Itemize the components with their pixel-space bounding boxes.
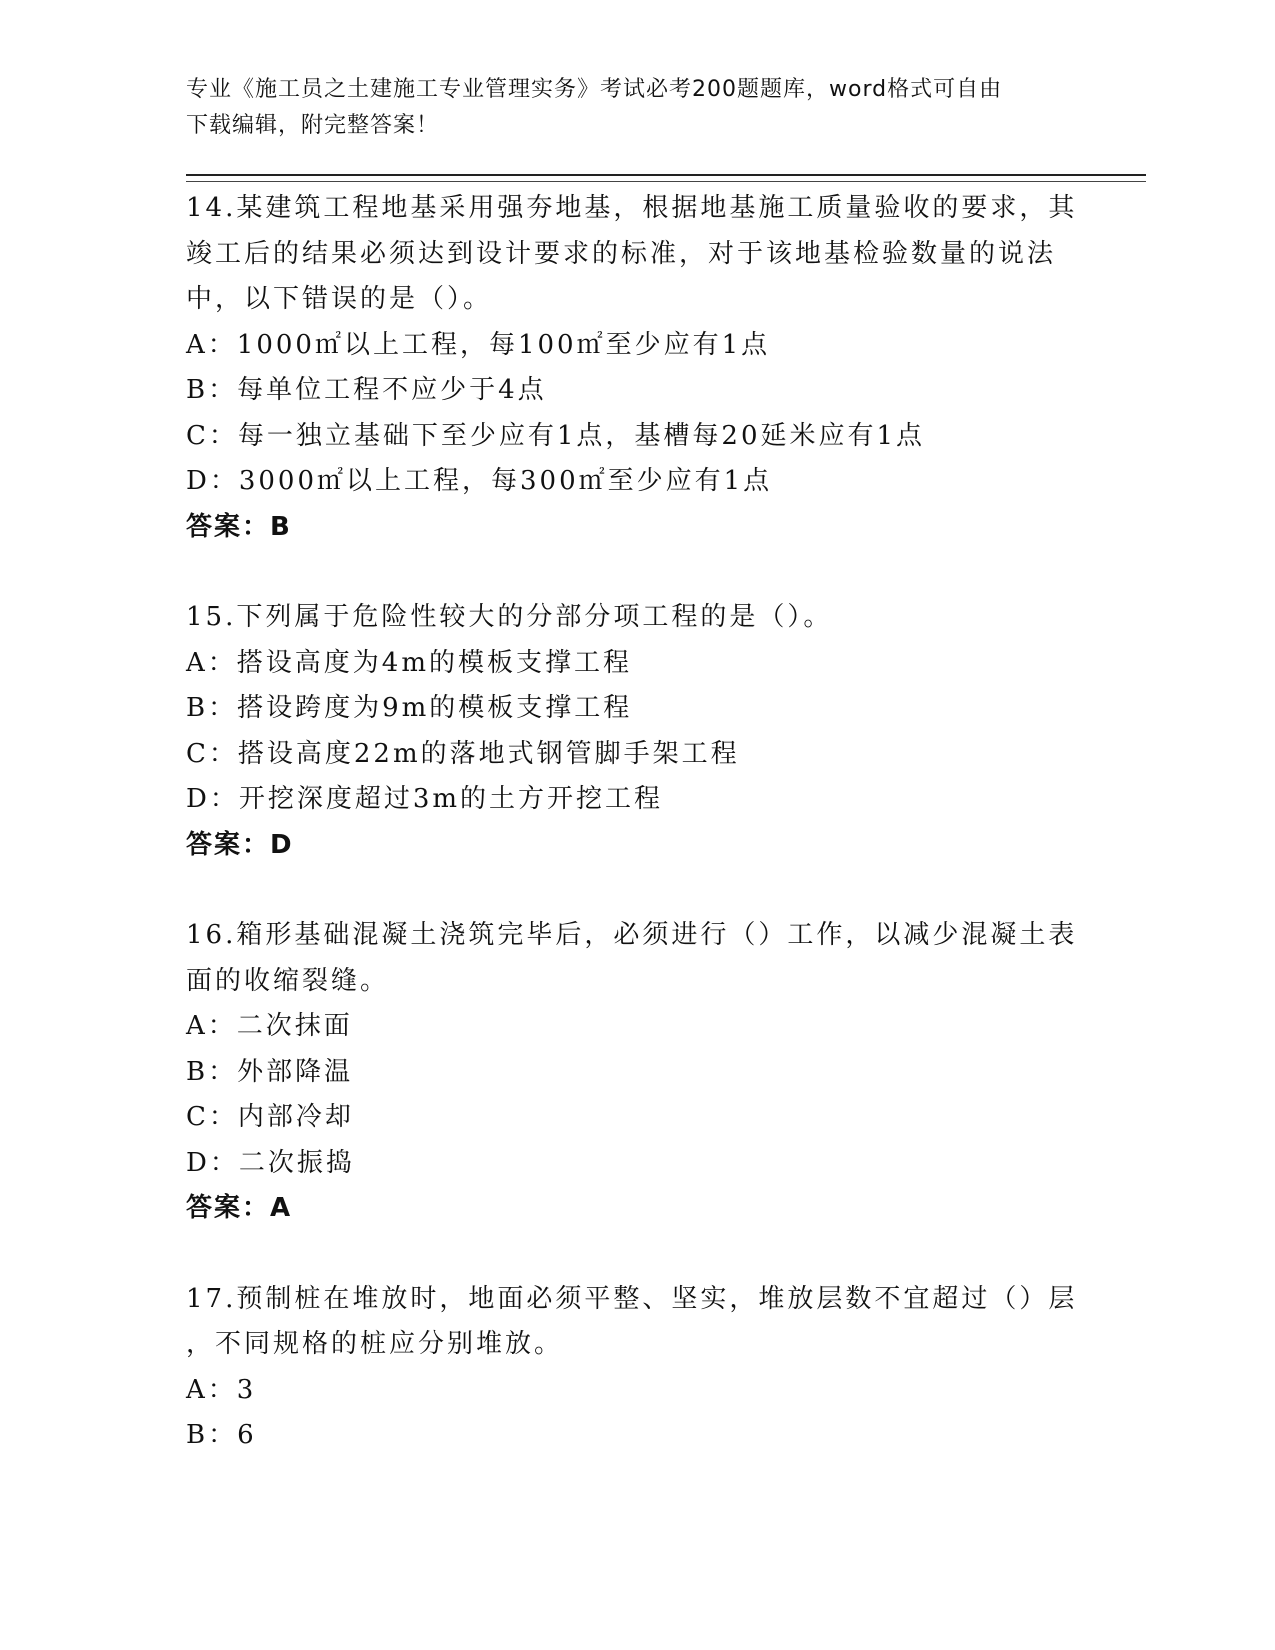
option-a: A：二次抹面 bbox=[186, 1011, 353, 1041]
question-text bbox=[186, 186, 1086, 323]
header-line-1: 专业《施工员之土建施工专业管理实务》考试必考200题题库，word格式可自由 bbox=[186, 77, 1003, 102]
question-list bbox=[186, 186, 1086, 1504]
question-14 bbox=[186, 186, 1086, 550]
answer-line: 答案：B bbox=[186, 511, 292, 542]
question-15 bbox=[186, 595, 1086, 868]
question-line: 17.预制桩在堆放时，地面必须平整、坚实，堆放层数不宜超过（）层 bbox=[186, 1283, 1078, 1314]
question-line: 15.下列属于危险性较大的分部分项工程的是（）。 bbox=[186, 602, 833, 632]
question-17 bbox=[186, 1277, 1086, 1459]
question-line: 14.某建筑工程地基采用强夯地基，根据地基施工质量验收的要求，其 bbox=[186, 193, 1078, 223]
document-header bbox=[186, 72, 1066, 144]
header-line-2: 下载编辑，附完整答案！ bbox=[186, 113, 440, 138]
option-b: B：每单位工程不应少于4点 bbox=[186, 375, 547, 405]
question-line: 16.箱形基础混凝土浇筑完毕后，必须进行（）工作，以减少混凝土表 bbox=[186, 920, 1078, 950]
question-line: 面的收缩裂缝。 bbox=[186, 965, 390, 996]
option-d: D：开挖深度超过3m的土方开挖工程 bbox=[186, 784, 664, 814]
question-line: 中，以下错误的是（）。 bbox=[186, 284, 493, 314]
question-16 bbox=[186, 913, 1086, 1232]
option-d: D：二次振捣 bbox=[186, 1147, 355, 1178]
option-a: A：搭设高度为4m的模板支撑工程 bbox=[186, 647, 632, 678]
header-divider-thin bbox=[186, 181, 1146, 182]
question-text bbox=[186, 595, 1086, 641]
option-a: A：1000㎡以上工程，每100㎡至少应有1点 bbox=[186, 329, 771, 360]
option-b: B：外部降温 bbox=[186, 1056, 354, 1087]
question-line: ，不同规格的桩应分别堆放。 bbox=[186, 1329, 564, 1359]
option-b: B：6 bbox=[186, 1420, 257, 1450]
option-d: D：3000㎡以上工程，每300㎡至少应有1点 bbox=[186, 466, 773, 496]
question-text bbox=[186, 1277, 1086, 1368]
option-a: A：3 bbox=[186, 1374, 257, 1405]
option-b: B：搭设跨度为9m的模板支撑工程 bbox=[186, 693, 633, 723]
header-divider-thick bbox=[186, 174, 1146, 176]
answer-line: 答案：D bbox=[186, 829, 294, 860]
option-c: C：每一独立基础下至少应有1点，基槽每20延米应有1点 bbox=[186, 420, 926, 451]
question-line: 竣工后的结果必须达到设计要求的标准，对于该地基检验数量的说法 bbox=[186, 238, 1057, 269]
option-c: C：内部冷却 bbox=[186, 1102, 354, 1132]
option-c: C：搭设高度22m的落地式钢管脚手架工程 bbox=[186, 738, 740, 769]
answer-line: 答案：A bbox=[186, 1193, 293, 1223]
question-text bbox=[186, 913, 1086, 1004]
